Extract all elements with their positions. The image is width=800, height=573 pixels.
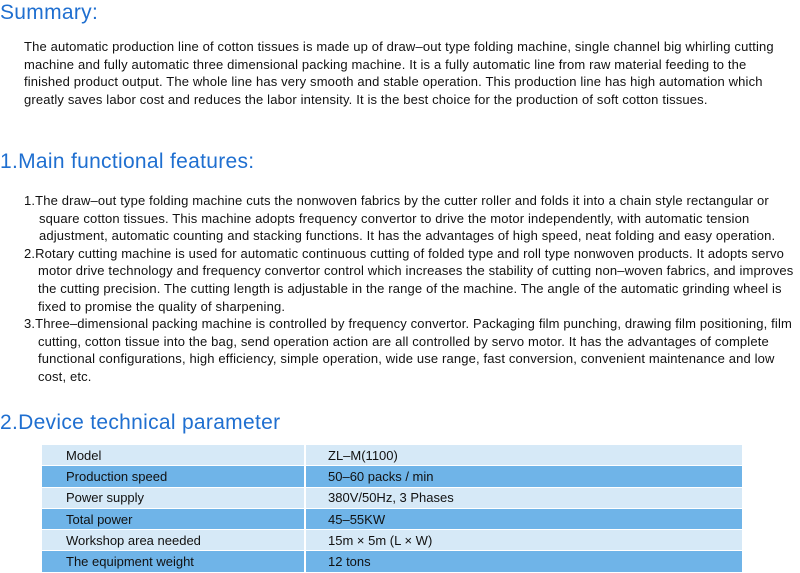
table-row (42, 530, 742, 551)
feature-item-1: 1.The draw–out type folding machine cuts the nonwoven fabrics by the cutter roller and folds it into a chain style rectangular or square cotton tissues. This machine adopts frequency convertor to drive the motor independently, with automatic tension adjustment, automatic counting and stacking functions. It has the advantages of high speed, neat folding and easy operation. (24, 193, 776, 244)
param-value: ZL–M(1100) (305, 445, 742, 466)
summary-heading: Summary: (0, 1, 99, 24)
param-value: 45–55KW (305, 508, 742, 529)
feature-item-2: 2.Rotary cutting machine is used for automatic continuous cutting of folded type and roll type nonwoven products. It adopts servo motor drive technology and frequency convertor control which increases the stability of cutting non–woven fabrics, and improves the cutting precision. The cutting length is adjustable in the range of the machine. The angle of the automatic grinding wheel is fixed to promise the quality of sharpening. (24, 245, 794, 314)
features-heading: 1.Main functional features: (0, 150, 255, 173)
param-label: Total power (42, 508, 305, 529)
param-value: 50–60 packs / min (305, 466, 742, 487)
summary-paragraph: The automatic production line of cotton tissues is made up of draw–out type folding machine, single channel big whirling cutting machine and fully automatic three dimensional packing machine. It is a fully automatic line from raw material feeding to the finished product output. The whole line has very smooth and stable operation. This production line has high automation which greatly saves labor cost and reduces the labor intensity. It is the best choice for the production of soft cotton tissues. (24, 39, 774, 107)
table-row (42, 508, 742, 529)
features-list (24, 192, 800, 386)
parameters-table (42, 445, 742, 573)
param-value: 12 tons (305, 551, 742, 572)
feature-item-3: 3.Three–dimensional packing machine is controlled by frequency convertor. Packaging film punching, drawing film positioning, film cutting, cotton tissue into the bag, send operation action are all controlled by servo motor. It has the advantages of complete functional configurations, high efficiency, simple operation, wide use range, fast conversion, convenient maintenance and low cost, etc. (24, 316, 792, 384)
param-value: 15m × 5m (L × W) (305, 530, 742, 551)
param-label: Production speed (42, 466, 305, 487)
parameters-heading: 2.Device technical parameter (0, 411, 281, 434)
param-label: Model (42, 445, 305, 466)
param-value: 380V/50Hz, 3 Phases (305, 487, 742, 508)
table-row (42, 487, 742, 508)
table-row (42, 445, 742, 466)
param-label: Workshop area needed (42, 530, 305, 551)
param-label: Power supply (42, 487, 305, 508)
param-label: The equipment weight (42, 551, 305, 572)
table-row (42, 466, 742, 487)
table-row (42, 551, 742, 572)
